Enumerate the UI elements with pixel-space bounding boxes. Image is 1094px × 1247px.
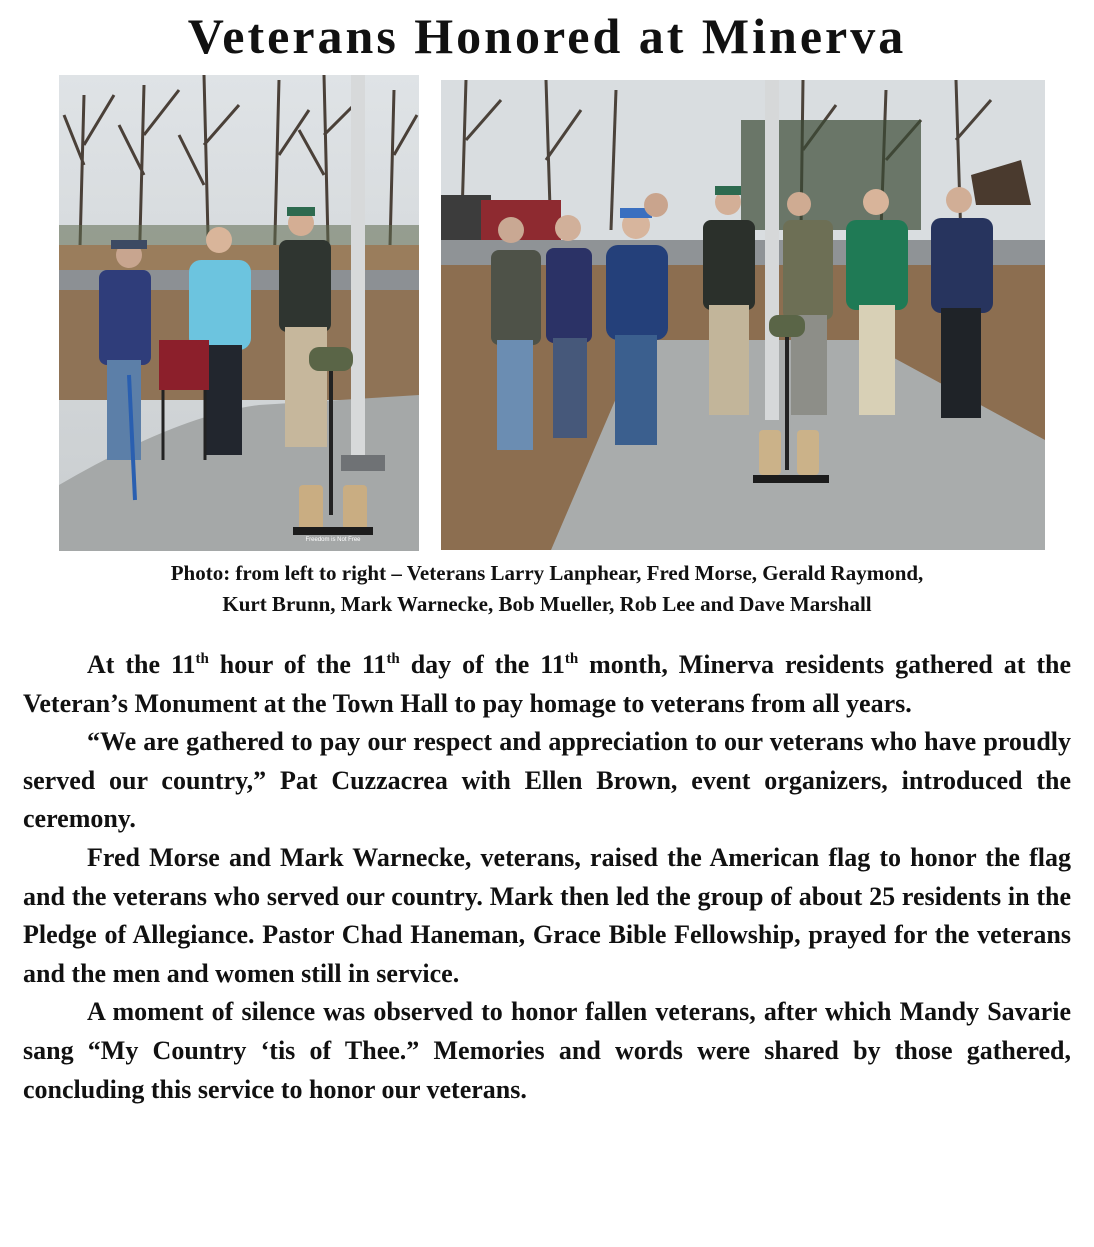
article-paragraph-3: Fred Morse and Mark Warnecke, veterans, raised the American flag to honor the flag and the veterans who served our country. Mark then led the group of about 25 residents in the Pledge of Allegiance. Pastor Chad Haneman, Grace Bible Fellowship, prayed for the veterans and the men and women still in service. (23, 842, 1071, 988)
article-paragraph-1: At the 11th hour of the 11th day of the 11th month, Minerva residents gathered at the Veteran’s Monument at the Town Hall to pay homage to veterans from all years. (23, 650, 1071, 718)
caption-line-2: Kurt Brunn, Mark Warnecke, Bob Mueller, Rob Lee and Dave Marshall (222, 592, 872, 616)
article-paragraph-2: “We are gathered to pay our respect and appreciation to our veterans who have proudly served our country,” Pat Cuzzacrea with Ellen Brown, event organizers, introduced the ceremony. (23, 727, 1071, 834)
article-body (23, 646, 1071, 1109)
photo-veterans-group (441, 80, 1045, 550)
caption-line-1: Photo: from left to right – Veterans Larry Lanphear, Fred Morse, Gerald Raymond, (170, 561, 924, 585)
veterans-group-illustration (441, 80, 1045, 550)
flag-raising-illustration (59, 75, 419, 551)
photo-caption (20, 558, 1074, 620)
article-paragraph-4: A moment of silence was observed to honor fallen veterans, after which Mandy Savarie sang “My Country ‘tis of Thee.” Memories and words were shared by those gathered, concluding this service to honor our veterans. (23, 997, 1071, 1104)
photo-flag-raising (59, 75, 419, 551)
headline: Veterans Honored at Minerva (187, 8, 907, 64)
memorial-sign-text: Freedom is Not Free (305, 537, 361, 543)
